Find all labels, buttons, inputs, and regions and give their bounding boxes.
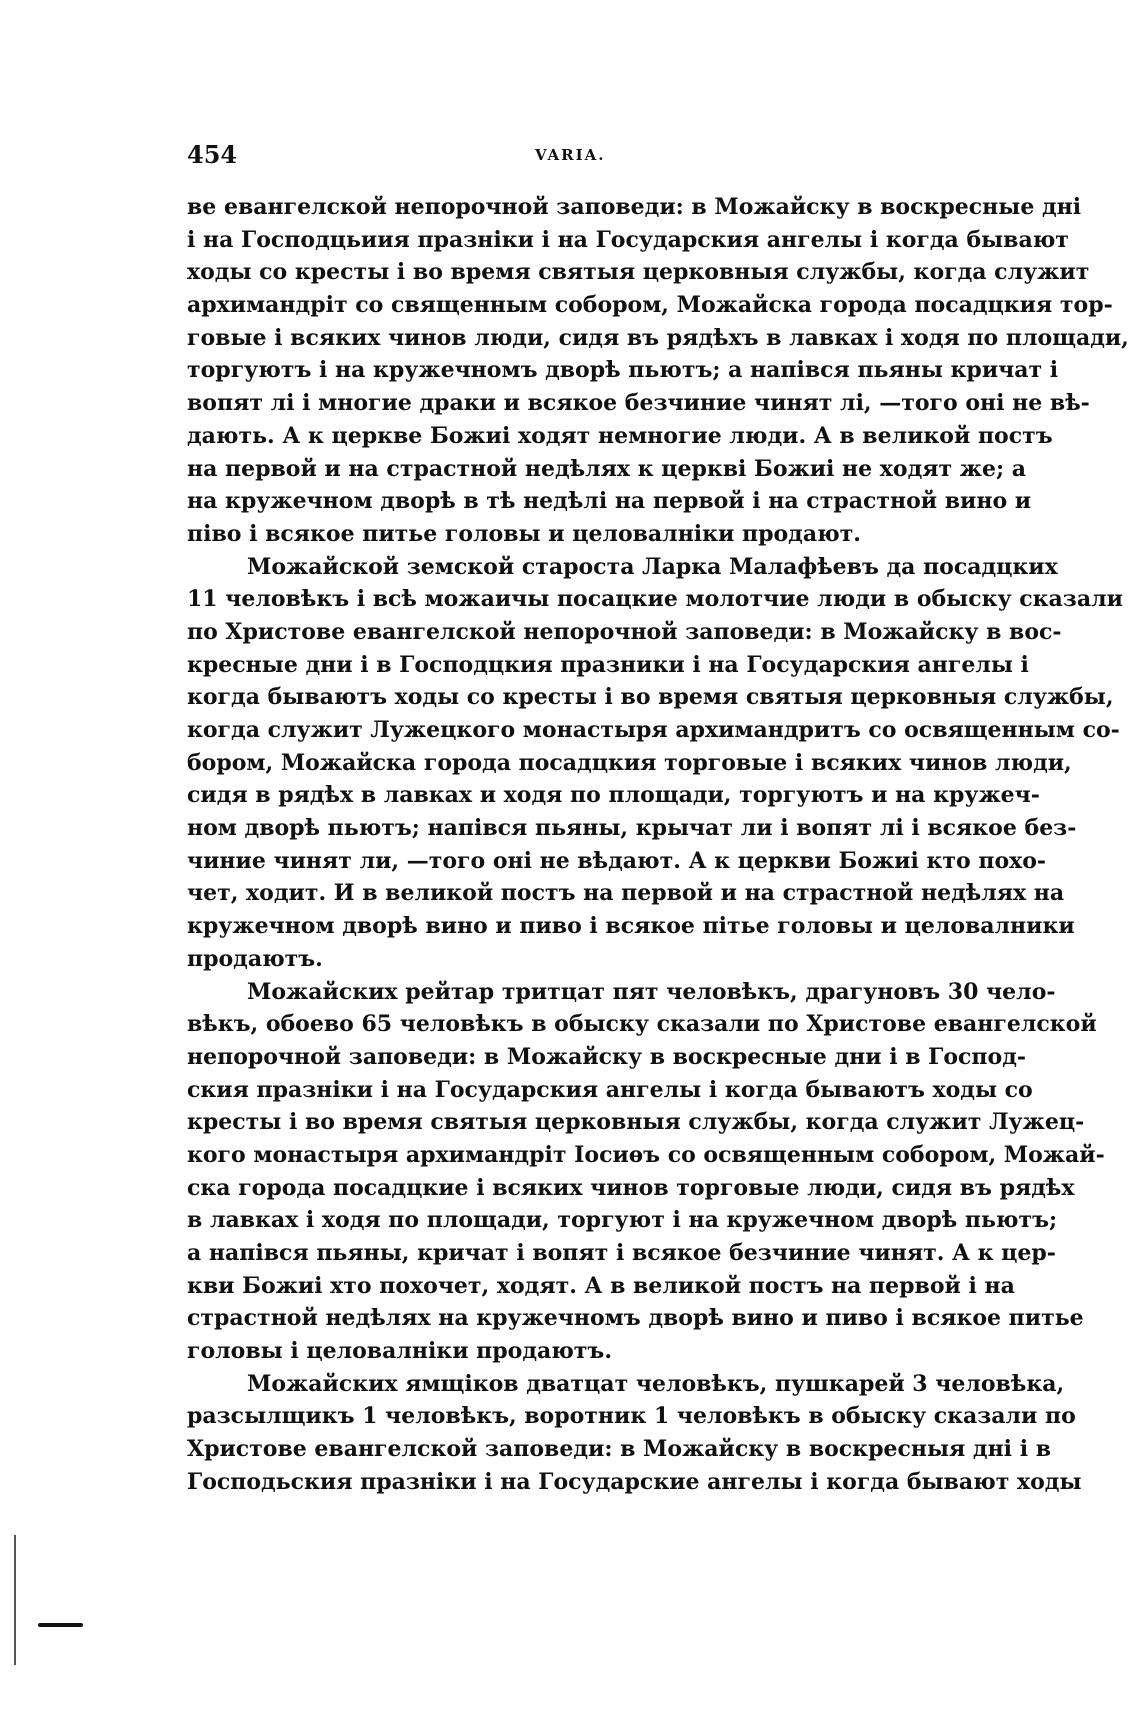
text-line: кресные дни і в Господцкия празники і на Государския ангелы і	[187, 651, 1029, 678]
text-line: чиние чинят ли, —того оні не вѣдают. А к церкви Божиі кто похо-	[187, 847, 1047, 874]
text-line: страстной недѣлях на кружечномъ дворѣ вино и пиво і всякое питье	[187, 1305, 1084, 1332]
text-line: кого монастыря архимандріт Іосиѳъ со освященным собором, Можай-	[187, 1141, 1105, 1168]
paragraph	[187, 551, 1123, 976]
text-line: в лавках і ходя по площади, торгуют і на кружечном дворѣ пьютъ;	[187, 1207, 1058, 1234]
text-line: вопят лі і многие драки и всякое безчиние чинят лі, —того оні не вѣ-	[187, 390, 1090, 417]
text-line: кви Божиі хто похочет, ходят. А в великой постъ на первой і на	[187, 1272, 1015, 1299]
text-line: по Христове евангелской непорочной заповеди: в Можайску в вос-	[187, 618, 1062, 645]
margin-rule	[14, 1535, 16, 1665]
text-line: головы і целовалніки продаютъ.	[187, 1338, 612, 1365]
text-line: ном дворѣ пьютъ; напівся пьяны, крычат ли і вопят лі і всякое без-	[187, 815, 1077, 842]
text-line: Господьския празніки і на Государские ангелы і когда бывают ходы	[187, 1468, 1082, 1495]
text-line: Можайской земской староста Ларка Малафѣевъ да посадцких	[247, 553, 1058, 580]
text-line: піво і всякое питье головы и целовалніки продают.	[187, 520, 861, 547]
text-line: ския празніки і на Государския ангелы і когда бываютъ ходы со	[187, 1076, 1033, 1103]
text-line: Христове евангелской заповеди: в Можайску в воскресныя дні і в	[187, 1436, 1051, 1463]
text-line: когда бываютъ ходы со кресты і во время святыя церковныя службы,	[187, 684, 1114, 711]
text-line: дають. А к церкве Божиі ходят немногие люди. А в великой постъ	[187, 422, 1053, 449]
text-line: вѣкъ, обоево 65 человѣкъ в обыску сказали по Христове евангелской	[187, 1011, 1097, 1038]
text-line: і на Господцьиия празніки і на Государския ангелы і когда бывают	[187, 226, 1069, 253]
text-line: продаютъ.	[187, 945, 323, 972]
text-line: Можайских рейтар тритцат пят человѣкъ, драгуновъ 30 чело-	[247, 978, 1056, 1005]
margin-mark	[38, 1623, 83, 1627]
body-text	[187, 191, 1129, 1499]
text-line: разсылщикъ 1 человѣкъ, воротник 1 человѣкъ в обыску сказали по	[187, 1403, 1076, 1430]
text-line: кружечном дворѣ вино и пиво і всякое пітье головы и целовалники	[187, 913, 1075, 940]
text-line: кресты і во время святыя церковныя службы, когда служит Лужец-	[187, 1109, 1085, 1136]
text-line: 11 человѣкъ і всѣ можаичы посацкие молотчие люди в обыску сказали	[187, 586, 1123, 613]
running-head: VARIA.	[535, 146, 606, 164]
text-line: непорочной заповеди: в Можайску в воскресные дни і в Господ-	[187, 1043, 1026, 1070]
page-number: 454	[187, 140, 238, 169]
text-line: ходы со кресты і во время святыя церковныя службы, когда служит	[187, 259, 1090, 286]
text-line: архимандріт со священным собором, Можайска города посадцкия тор-	[187, 292, 1113, 319]
text-line: сидя в рядѣх в лавках и ходя по площади, торгуютъ и на кружеч-	[187, 782, 1040, 809]
paragraph	[187, 191, 1129, 551]
text-line: а напівся пьяны, кричат і вопят і всякое безчиние чинят. А к цер-	[187, 1240, 1056, 1266]
text-line: на кружечном дворѣ в тѣ недѣлі на первой і на страстной вино и	[187, 488, 1032, 515]
text-line: бором, Можайска города посадцкия торговые і всяких чинов люди,	[187, 749, 1072, 776]
text-line: торгуютъ і на кружечномъ дворѣ пьютъ; а напівся пьяны кричат і	[187, 357, 1059, 384]
text-line: ве евангелской непорочной заповеди: в Можайску в воскресные дні	[187, 194, 1082, 220]
text-line: чет, ходит. И в великой постъ на первой и на страстной недѣлях на	[187, 880, 1065, 907]
paragraph	[187, 1368, 1082, 1499]
text-line: на первой и на страстной недѣлях к церкві Божиі не ходят же; а	[187, 455, 1027, 482]
text-line: Можайских ямщіков двaтцат человѣкъ, пушкарей 3 человѣка,	[247, 1370, 1065, 1397]
text-line: когда служит Лужецкого монастыря архимандритъ со освященным со-	[187, 717, 1120, 743]
text-line: говые і всяких чинов люди, сидя въ рядѣхъ в лавках і ходя по площади,	[187, 324, 1129, 351]
text-line: ска города посадцкие і всяких чинов торговые люди, сидя въ рядѣх	[187, 1174, 1075, 1201]
paragraph	[187, 976, 1105, 1368]
